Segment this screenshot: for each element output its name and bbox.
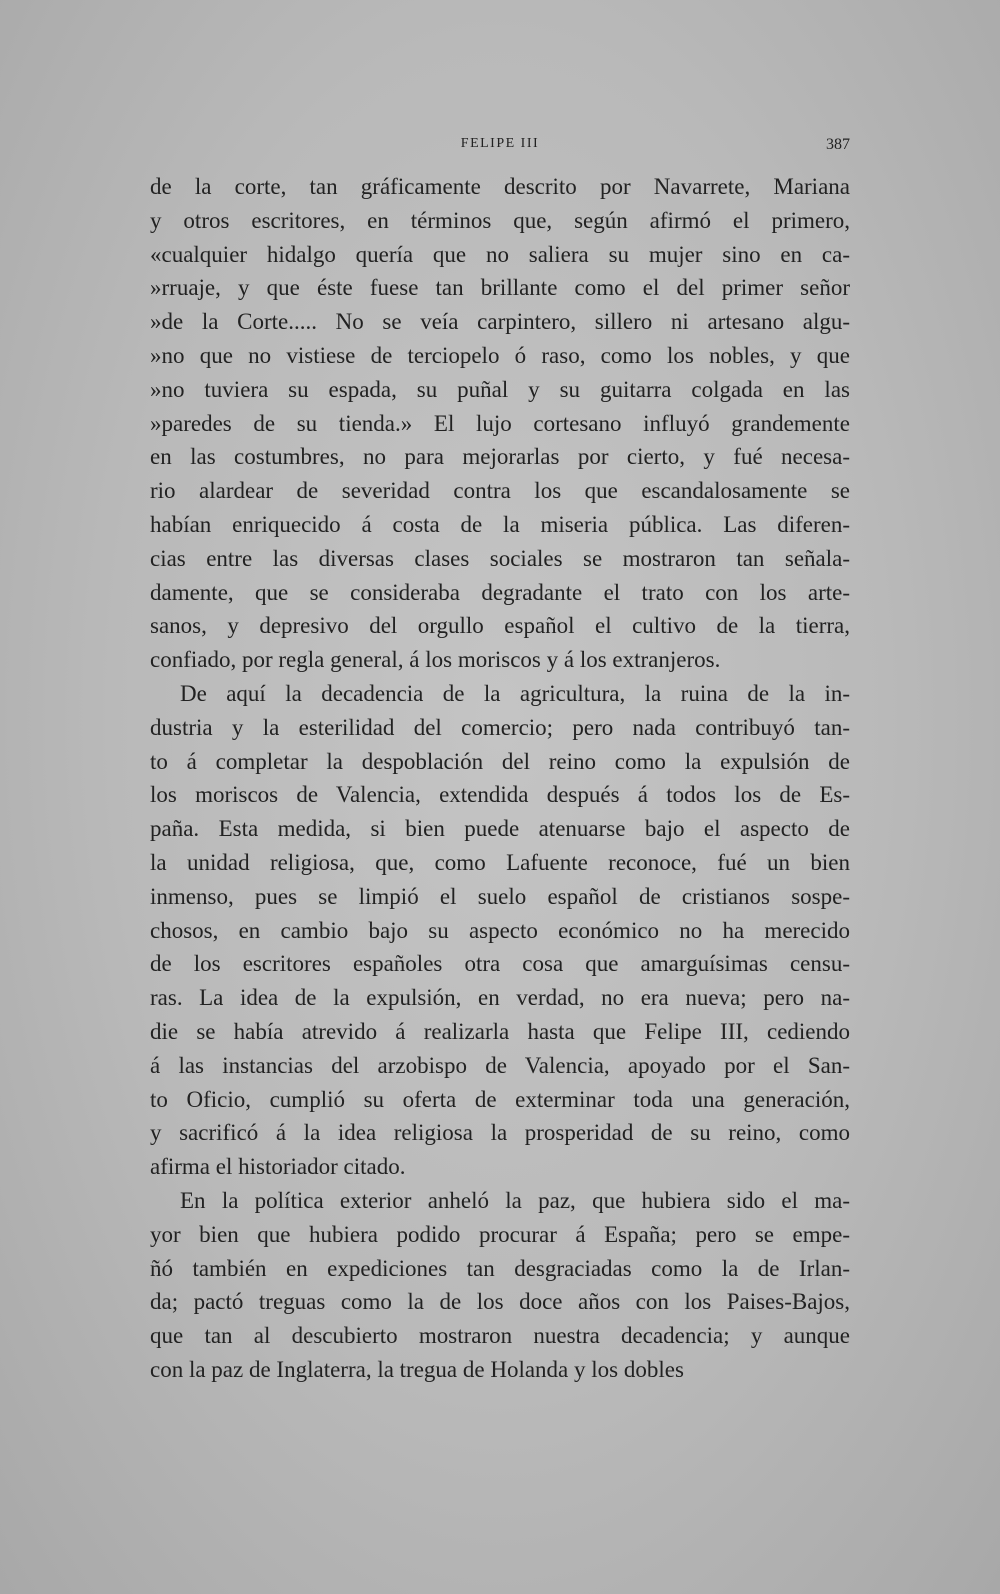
text-line: de la corte, tan gráficamente descrito por Navarrete, Mariana [150,174,850,199]
text-line: en las costumbres, no para mejorarlas por cierto, y fué necesa- [150,444,850,470]
text-line: to Oficio, cumplió su oferta de exterminar toda una generación, [150,1086,850,1112]
text-line: y otros escritores, en términos que, según afirmó el primero, [150,207,850,233]
text-line: á las instancias del arzobispo de Valencia, apoyado por el San- [150,1052,850,1078]
text-line: En la política exterior anheló la paz, que hubiera sido el ma- [180,1187,850,1213]
text-line: De aquí la decadencia de la agricultura, la ruina de la in- [180,680,850,706]
text-line: paña. Esta medida, si bien puede atenuarse bajo el aspecto de [150,816,850,842]
text-line: y sacrificó á la idea religiosa la prosperidad de su reino, como [150,1120,850,1146]
text-line: die se había atrevido á realizarla hasta que Felipe III, cediendo [150,1018,850,1044]
text-line: chosos, en cambio bajo su aspecto económico no ha merecido [150,917,850,943]
text-line: »paredes de su tienda.» El lujo cortesano influyó grandemente [150,410,850,436]
running-head: FELIPE III [460,136,540,151]
text-line: sanos, y depresivo del orgullo español el cultivo de la tierra, [150,613,850,639]
text-line: »rruaje, y que éste fuese tan brillante como el del primer señor [150,275,850,301]
text-line: la unidad religiosa, que, como Lafuente reconoce, fué un bien [150,849,850,875]
text-line: cias entre las diversas clases sociales se mostraron tan señala- [150,545,850,571]
body-text [150,170,850,1387]
text-line: to á completar la despoblación del reino como la expulsión de [150,748,850,774]
text-line: »no que no vistiese de terciopelo ó raso, como los nobles, y que [150,342,850,368]
text-line: afirma el historiador citado. [150,1154,406,1180]
page-header [150,136,850,156]
text-line: dustria y la esterilidad del comercio; pero nada contribuyó tan- [150,714,850,740]
text-line: con la paz de Inglaterra, la tregua de Holanda y los dobles [150,1356,684,1382]
page-number: 387 [826,136,850,153]
text-line: inmenso, pues se limpió el suelo español de cristianos sospe- [150,883,850,909]
text-line: rio alardear de severidad contra los que escandalosamente se [150,478,850,504]
text-line: habían enriquecido á costa de la miseria pública. Las diferen- [150,511,850,537]
text-line: »de la Corte..... No se veía carpintero, sillero ni artesano algu- [150,309,850,335]
text-line: que tan al descubierto mostraron nuestra decadencia; y aunque [150,1323,850,1349]
text-line: da; pactó treguas como la de los doce años con los Paises-Bajos, [150,1289,850,1315]
text-line: los moriscos de Valencia, extendida después á todos los de Es- [150,782,850,808]
text-line: »no tuviera su espada, su puñal y su guitarra colgada en las [150,376,850,402]
text-line: confiado, por regla general, á los moriscos y á los extranjeros. [150,647,721,673]
text-line: «cualquier hidalgo quería que no saliera su mujer sino en ca- [150,241,850,267]
text-line: ras. La idea de la expulsión, en verdad, no era nueva; pero na- [150,985,850,1011]
text-line: de los escritores españoles otra cosa que amarguísimas censu- [150,951,850,977]
text-line: damente, que se consideraba degradante el trato con los arte- [150,579,850,605]
text-line: ñó también en expediciones tan desgraciadas como la de Irlan- [150,1255,850,1281]
text-line: yor bien que hubiera podido procurar á España; pero se empe- [150,1221,850,1247]
